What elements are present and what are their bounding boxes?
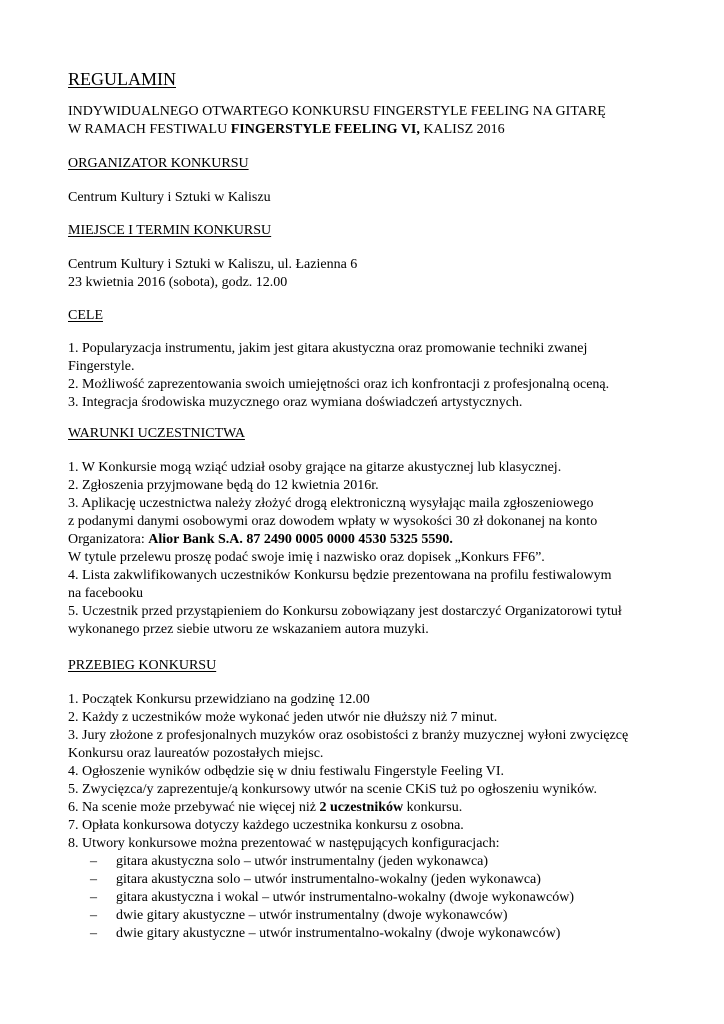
conditions-line: 5. Uczestnik przed przystąpieniem do Konkursu zobowiązany jest dostarczyć Organizatorowi tytuł [68, 604, 622, 619]
conditions-line: 2. Zgłoszenia przyjmowane będą do 12 kwietnia 2016r. [68, 478, 379, 493]
dash-bullet: – [90, 872, 97, 887]
dash-bullet: – [90, 854, 97, 869]
subtitle-line-2-pre: W RAMACH FESTIWALU [68, 122, 231, 137]
conditions-heading: WARUNKI UCZESTNICTWA [68, 426, 245, 441]
conditions-line [68, 531, 688, 549]
dash-bullet: – [90, 890, 97, 905]
goals-line: 3. Integracja środowiska muzycznego oraz wymiana doświadczeń artystycznych. [68, 395, 523, 410]
festival-name: FINGERSTYLE FEELING VI, [230, 122, 420, 137]
conditions-line: W tytule przelewu proszę podać swoje imię i nazwisko oraz dopisek „Konkurs FF6”. [68, 550, 545, 565]
subtitle-line-2 [68, 121, 606, 139]
course-line: Konkursu oraz laureatów pozostałych miejsc. [68, 746, 324, 761]
course-line: 1. Początek Konkursu przewidziano na godzinę 12.00 [68, 692, 370, 707]
subtitle-line-1: INDYWIDUALNEGO OTWARTEGO KONKURSU FINGERSTYLE FEELING NA GITARĘ [68, 104, 606, 119]
page-title: REGULAMIN [68, 69, 176, 89]
place-section [68, 256, 688, 292]
list-item [68, 889, 688, 907]
conditions-line: na facebooku [68, 586, 144, 601]
bank-account-label: Organizatora: [68, 532, 149, 547]
course-line: 8. Utwory konkursowe można prezentować w następujących konfiguracjach: [68, 836, 500, 851]
organizer-heading: ORGANIZATOR KONKURSU [68, 156, 249, 171]
bank-account-number: Alior Bank S.A. 87 2490 0005 0000 4530 5325 5590. [148, 532, 453, 547]
conditions-line: 1. W Konkursie mogą wziąć udział osoby grające na gitarze akustycznej lub klasycznej. [68, 460, 562, 475]
configuration-text: dwie gitary akustyczne – utwór instrumentalny (dwoje wykonawców) [116, 908, 508, 923]
list-item [68, 925, 688, 943]
conditions-section [68, 459, 688, 639]
course-line: 7. Opłata konkursowa dotyczy każdego uczestnika konkursu z osobna. [68, 818, 464, 833]
stage-limit-pre: 6. Na scenie może przebywać nie więcej niż [68, 800, 320, 815]
place-address: Centrum Kultury i Sztuki w Kaliszu, ul. Łazienna 6 [68, 257, 358, 272]
conditions-line: 3. Aplikację uczestnictwa należy złożyć drogą elektroniczną wysyłając maila zgłoszeniowego [68, 496, 594, 511]
course-line: 3. Jury złożone z profesjonalnych muzyków oraz osobistości z branży muzycznej wyłoni zwycięzcę [68, 728, 629, 743]
stage-limit-count: 2 uczestników [319, 800, 404, 815]
course-line: 5. Zwycięzca/y zaprezentuje/ą konkursowy utwór na scenie CKiS tuż po ogłoszeniu wyników. [68, 782, 597, 797]
configuration-text: gitara akustyczna solo – utwór instrumentalno-wokalny (jeden wykonawca) [116, 872, 541, 887]
course-line: 2. Każdy z uczestników może wykonać jeden utwór nie dłuższy niż 7 minut. [68, 710, 498, 725]
list-item [68, 907, 688, 925]
configuration-text: dwie gitary akustyczne – utwór instrumentalno-wokalny (dwoje wykonawców) [116, 926, 561, 941]
document-subtitle [68, 103, 606, 139]
place-heading: MIEJSCE I TERMIN KONKURSU [68, 223, 272, 238]
organizer-text: Centrum Kultury i Sztuki w Kaliszu [68, 190, 271, 205]
configuration-text: gitara akustyczna i wokal – utwór instrumentalno-wokalny (dwoje wykonawców) [116, 890, 574, 905]
place-date: 23 kwietnia 2016 (sobota), godz. 12.00 [68, 275, 288, 290]
goals-line: 1. Popularyzacja instrumentu, jakim jest gitara akustyczna oraz promowanie techniki zwanej [68, 341, 588, 356]
stage-limit-post: konkursu. [403, 800, 463, 815]
list-item [68, 871, 688, 889]
configurations-list [68, 853, 688, 943]
conditions-line: z podanymi danymi osobowymi oraz dowodem wpłaty w wysokości 30 zł dokonanej na konto [68, 514, 598, 529]
course-heading: PRZEBIEG KONKURSU [68, 658, 217, 673]
conditions-line: wykonanego przez siebie utworu ze wskazaniem autora muzyki. [68, 622, 429, 637]
goals-heading: CELE [68, 308, 103, 323]
course-line [68, 799, 688, 817]
configuration-text: gitara akustyczna solo – utwór instrumentalny (jeden wykonawca) [116, 854, 489, 869]
subtitle-line-2-post: KALISZ 2016 [419, 122, 505, 137]
dash-bullet: – [90, 926, 97, 941]
goals-line: 2. Możliwość zaprezentowania swoich umiejętności oraz ich konfrontacji z profesjonalną oceną. [68, 377, 610, 392]
dash-bullet: – [90, 908, 97, 923]
goals-section [68, 340, 688, 412]
course-section [68, 691, 688, 943]
course-line: 4. Ogłoszenie wyników odbędzie się w dniu festiwalu Fingerstyle Feeling VI. [68, 764, 504, 779]
conditions-line: 4. Lista zakwlifikowanych uczestników Konkursu będzie prezentowana na profilu festiwalowym [68, 568, 612, 583]
list-item [68, 853, 688, 871]
goals-line: Fingerstyle. [68, 359, 135, 374]
organizer-section [68, 189, 688, 207]
